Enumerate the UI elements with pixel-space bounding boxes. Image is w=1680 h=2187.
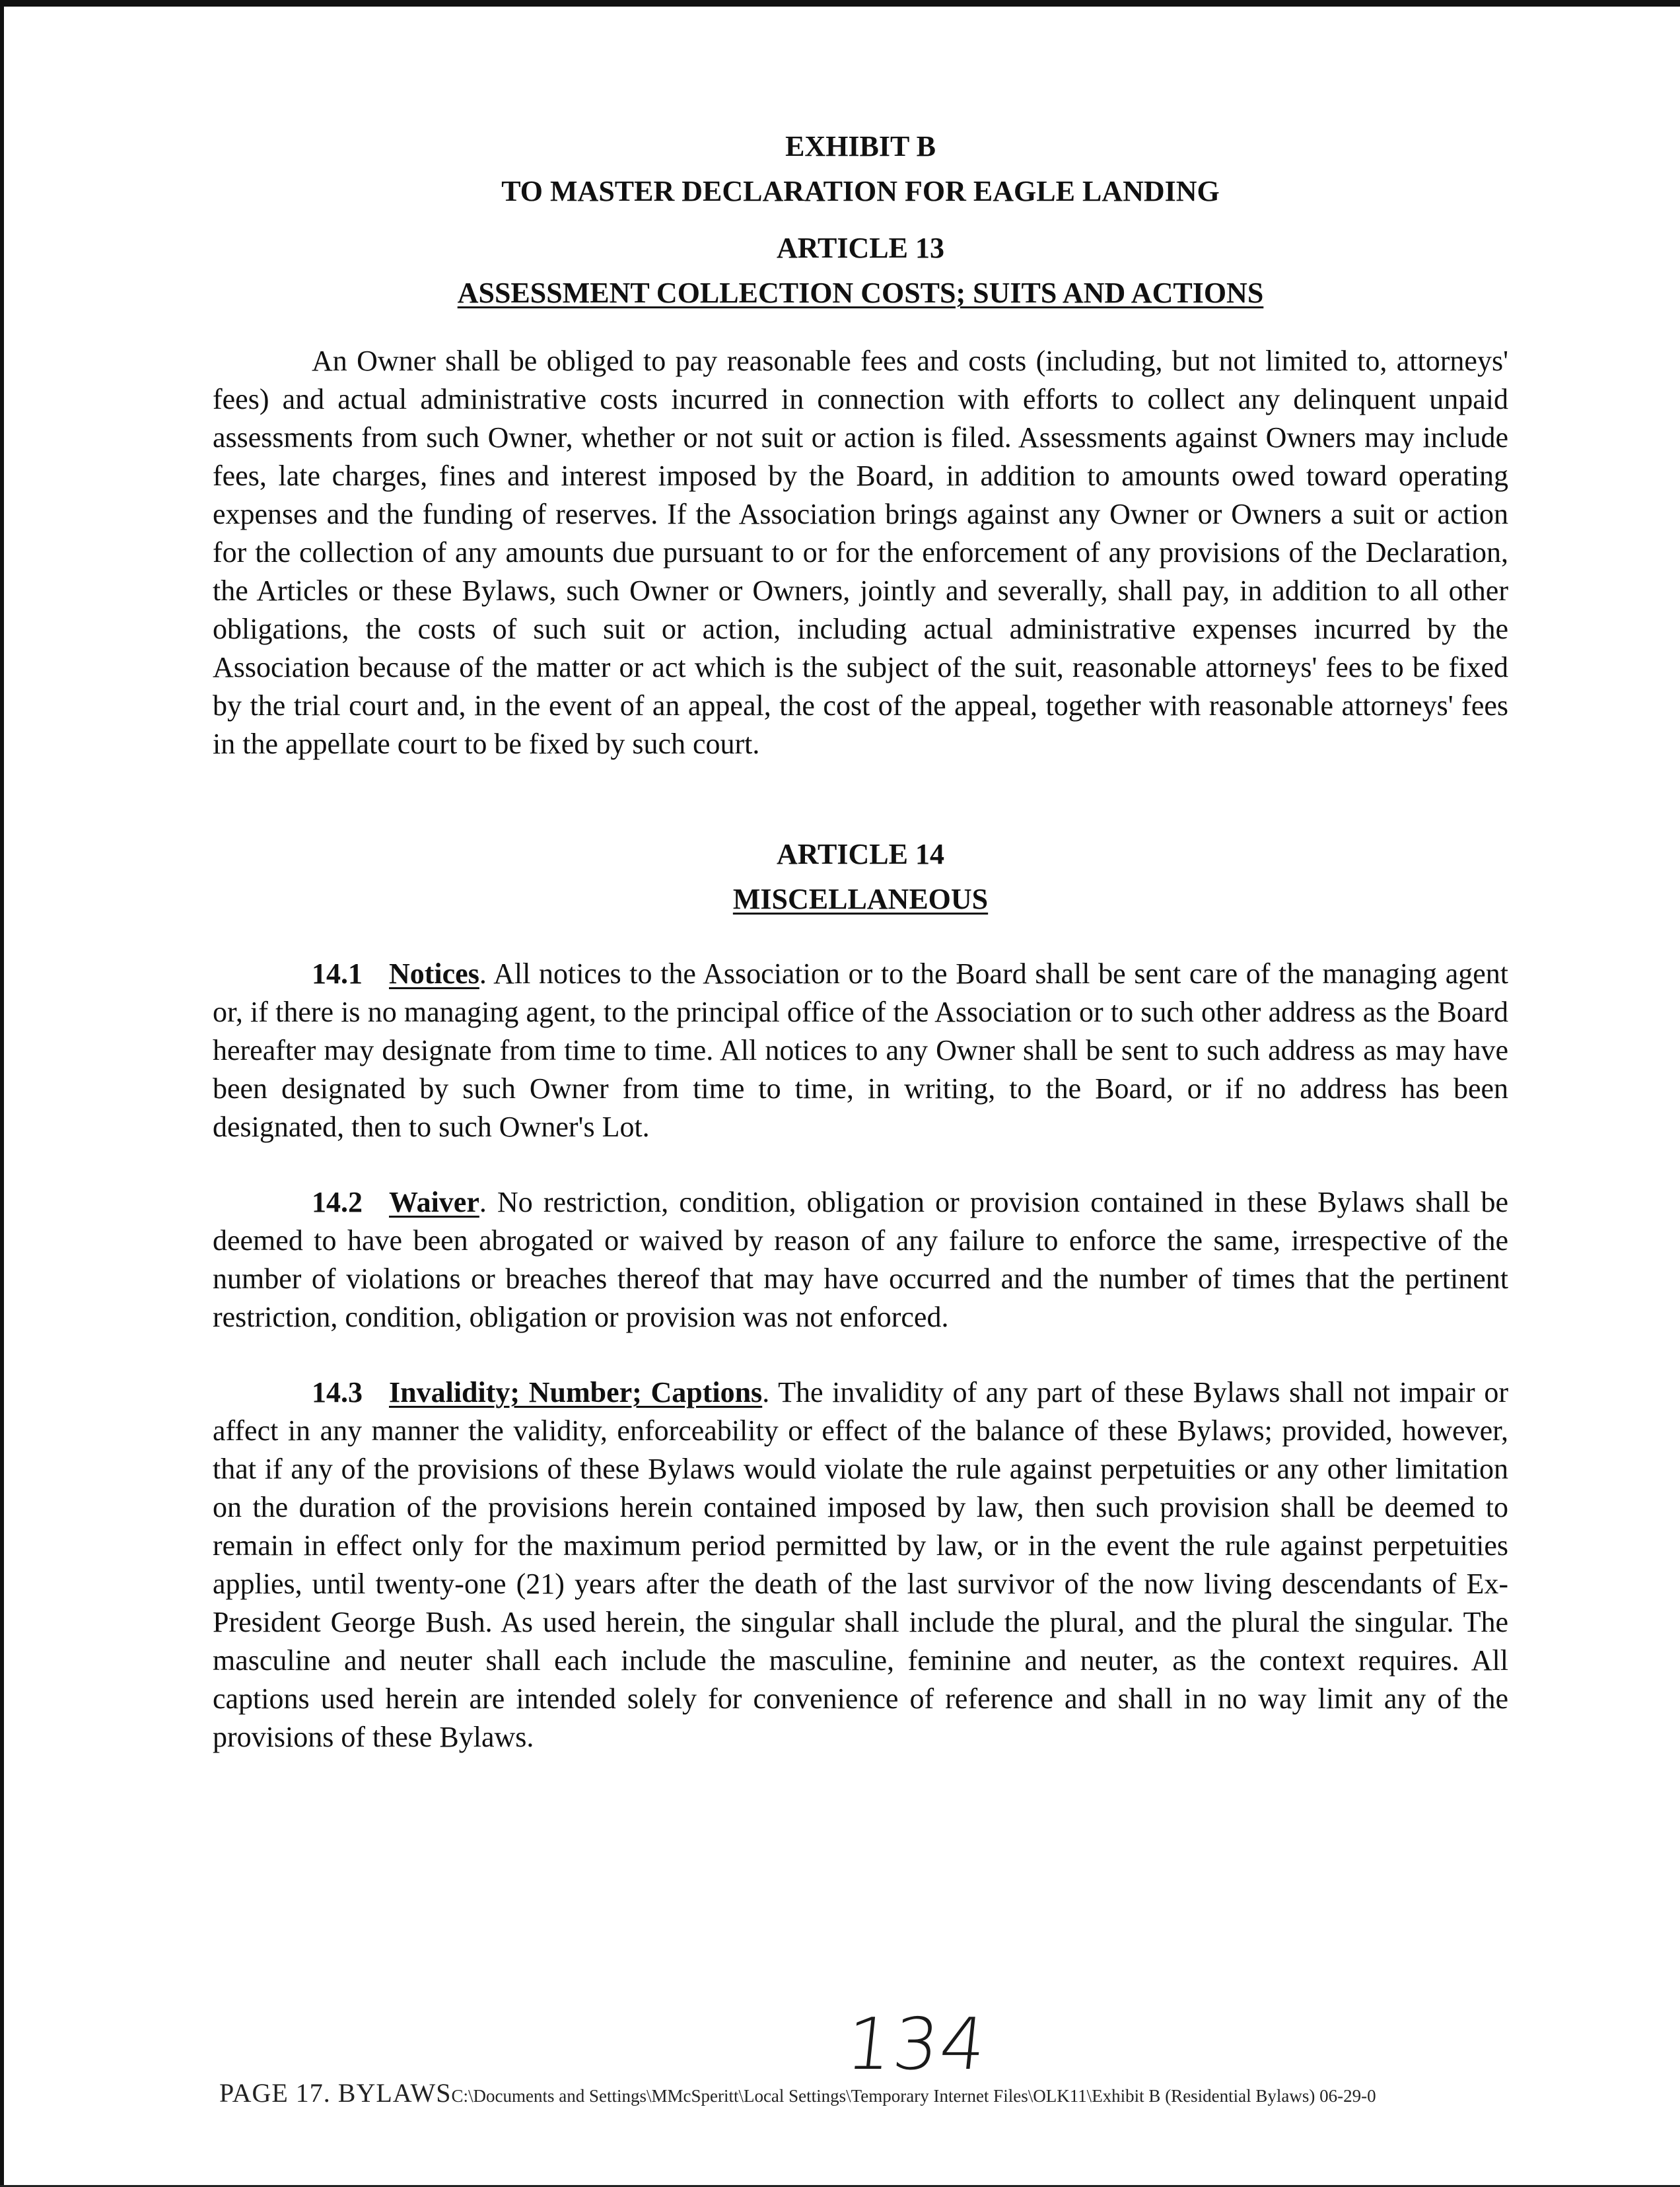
section-body: . All notices to the Association or to the Board shall be sent care of the managing agent or, if there is no managing agent, to the principal office of the Association or to such other address as the Board hereafter may designate from time to time. All notices to any Owner shall be sent to such address as may have been designated by such Owner from time to time, in writing, to the Board, or if no address has been designated, then to such Owner's Lot. bbox=[213, 957, 1508, 1143]
section-body: . No restriction, condition, obligation or provision contained in these Bylaws shall be deemed to have been abrogated or waived by reason of any failure to enforce the same, irrespective of the number of violations or breaches thereof that may have occurred and the number of times that the pertinent restriction, condition, obligation or provision was not enforced. bbox=[213, 1186, 1508, 1333]
page-footer bbox=[219, 2077, 1376, 2108]
article-14-title bbox=[213, 877, 1508, 922]
scan-border-left bbox=[0, 0, 4, 2187]
section-body: . The invalidity of any part of these Bylaws shall not impair or affect in any manner the validity, enforceability or effect of the balance of these Bylaws; provided, however, that if any of the provisions of these Bylaws would violate the rule against perpetuities or any other limitation on the duration of the provisions herein contained imposed by law, then such provision shall be deemed to remain in effect only for the maximum period permitted by law, or in the event the rule against perpetuities applies, until twenty-one (21) years after the death of the last survivor of the now living descendants of Ex-President George Bush. As used herein, the singular shall include the plural, and the plural the singular. The masculine and neuter shall each include the masculine, feminine and neuter, as the context requires. All captions used herein are intended solely for convenience of reference and shall in no way limit any of the provisions of these Bylaws. bbox=[213, 1376, 1508, 1753]
section-title: Invalidity; Number; Captions bbox=[389, 1376, 763, 1408]
handwritten-page-number: 134 bbox=[842, 2003, 991, 2086]
article-13-number: ARTICLE 13 bbox=[777, 232, 944, 264]
footer-page-label: PAGE 17. BYLAWS bbox=[219, 2078, 452, 2108]
article-13-body: An Owner shall be obliged to pay reasonable fees and costs (including, but not limited to, attorneys' fees) and actual administrative costs incurred in connection with efforts to collect any delinquent unpaid assessments from such Owner, whether or not suit or action is filed. Assessments against Owners may include fees, late charges, fines and interest imposed by the Board, in addition to amounts owed toward operating expenses and the funding of reserves. If the Association brings against any Owner or Owners a suit or action for the collection of any amounts due pursuant to or for the enforcement of any provisions of the Declaration, the Articles or these Bylaws, such Owner or Owners, jointly and severally, shall pay, in addition to all other obligations, the costs of such suit or action, including actual administrative expenses incurred by the Association because of the matter or act which is the subject of the suit, reasonable attorneys' fees to be fixed by the trial court and, in the event of an appeal, the cost of the appeal, together with reasonable attorneys' fees in the appellate court to be fixed by such court. bbox=[213, 345, 1508, 760]
section-14-3 bbox=[213, 1373, 1508, 1756]
scan-border-top bbox=[0, 0, 1680, 7]
section-title: Notices bbox=[389, 957, 479, 990]
article-13-title bbox=[213, 271, 1508, 316]
section-number: 14.2 bbox=[312, 1186, 363, 1218]
article-14-number: ARTICLE 14 bbox=[777, 838, 944, 870]
footer-file-path: C:\Documents and Settings\MMcSperitt\Local Settings\Temporary Internet Files\OLK11\Exhibit B (Residential Bylaws) 06-29-0 bbox=[451, 2086, 1376, 2106]
section-14-2 bbox=[213, 1183, 1508, 1336]
section-number: 14.3 bbox=[312, 1376, 363, 1408]
declaration-heading: TO MASTER DECLARATION FOR EAGLE LANDING bbox=[501, 175, 1220, 207]
document-page bbox=[213, 124, 1508, 1756]
section-number: 14.1 bbox=[312, 957, 363, 990]
section-14-1 bbox=[213, 955, 1508, 1146]
article-14-title-text: MISCELLANEOUS bbox=[732, 883, 989, 915]
exhibit-heading: EXHIBIT B bbox=[785, 130, 936, 162]
article-13-title-text: ASSESSMENT COLLECTION COSTS; SUITS AND ACTIONS bbox=[457, 277, 1264, 309]
section-title: Waiver bbox=[389, 1186, 479, 1218]
